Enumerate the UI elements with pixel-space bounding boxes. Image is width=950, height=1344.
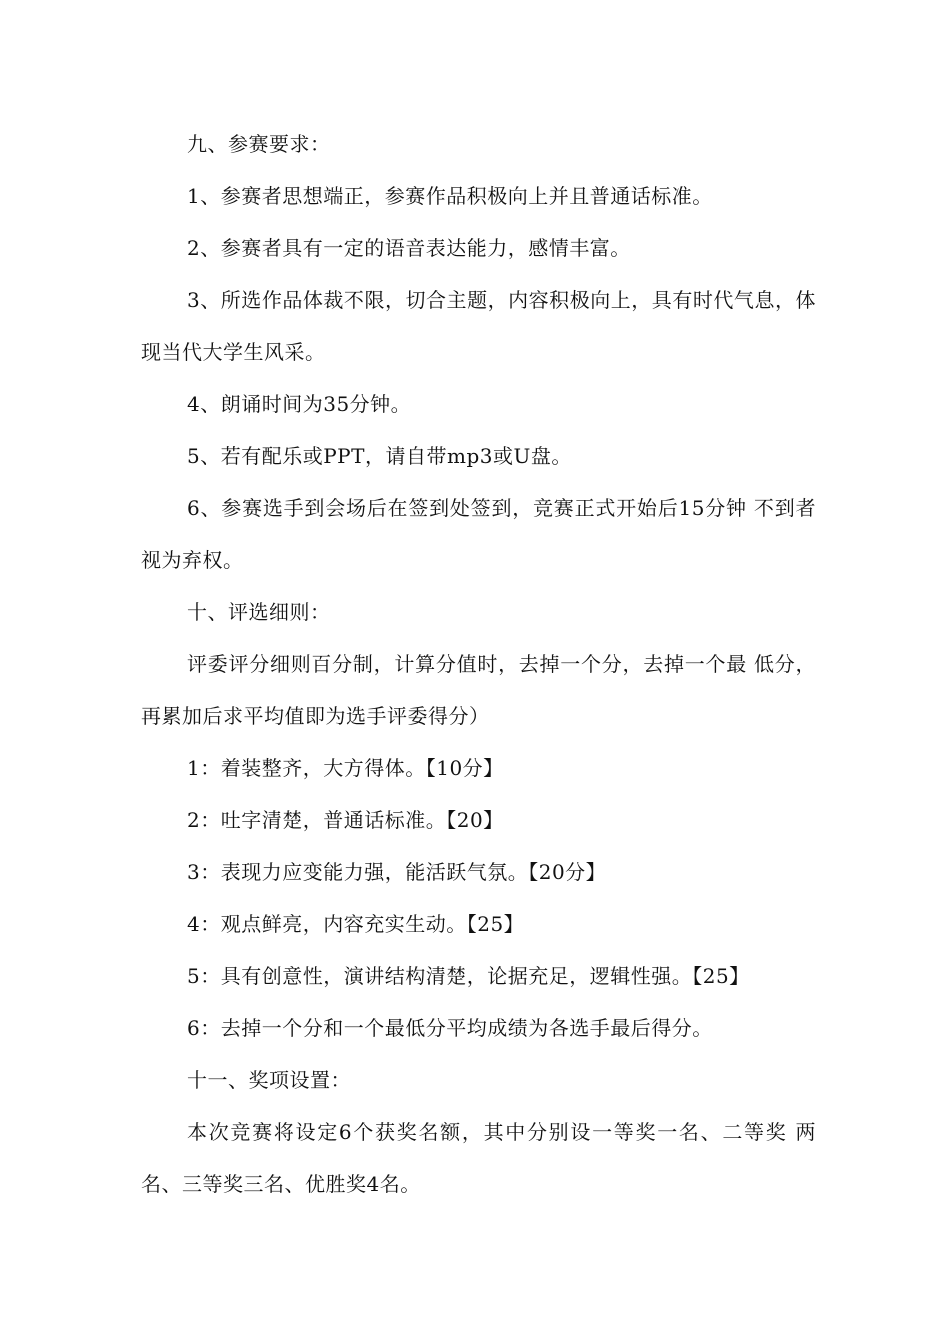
document-body bbox=[141, 118, 816, 1210]
section-heading-judging-rules: 十、评选细则： bbox=[187, 600, 331, 624]
scoring-item-4: 4：观点鲜亮，内容充实生动。【25】 bbox=[187, 912, 525, 936]
requirement-item-2: 2、参赛者具有一定的语音表达能力，感情丰富。 bbox=[187, 236, 631, 260]
requirement-item-4: 4、朗诵时间为35分钟。 bbox=[187, 392, 412, 416]
scoring-item-2: 2：吐字清楚，普通话标准。【20】 bbox=[187, 808, 504, 832]
judging-rules-intro: 评委评分细则百分制，计算分值时，去掉一个分，去掉一个最 低分，再累加后求平均值即为选手评委得分） bbox=[141, 652, 816, 728]
scoring-item-1: 1：着装整齐，大方得体。【10分】 bbox=[187, 756, 504, 780]
awards-description: 本次竞赛将设定6个获奖名额，其中分别设一等奖一名、二等奖 两名、三等奖三名、优胜奖4名。 bbox=[141, 1120, 816, 1196]
scoring-item-6: 6：去掉一个分和一个最低分平均成绩为各选手最后得分。 bbox=[187, 1016, 713, 1040]
requirement-item-5: 5、若有配乐或PPT，请自带mp3或U盘。 bbox=[187, 444, 572, 468]
section-heading-awards: 十一、奖项设置： bbox=[187, 1068, 351, 1092]
requirement-item-6: 6、参赛选手到会场后在签到处签到，竞赛正式开始后15分钟 不到者视为弃权。 bbox=[141, 496, 816, 572]
requirement-item-1: 1、参赛者思想端正，参赛作品积极向上并且普通话标准。 bbox=[187, 184, 713, 208]
section-heading-competition-requirements: 九、参赛要求： bbox=[187, 132, 331, 156]
scoring-item-3: 3：表现力应变能力强，能活跃气氛。【20分】 bbox=[187, 860, 607, 884]
scoring-item-5: 5：具有创意性，演讲结构清楚，论据充足，逻辑性强。【25】 bbox=[187, 964, 750, 988]
requirement-item-3: 3、所选作品体裁不限，切合主题，内容积极向上，具有时代气息，体现当代大学生风采。 bbox=[141, 288, 816, 364]
